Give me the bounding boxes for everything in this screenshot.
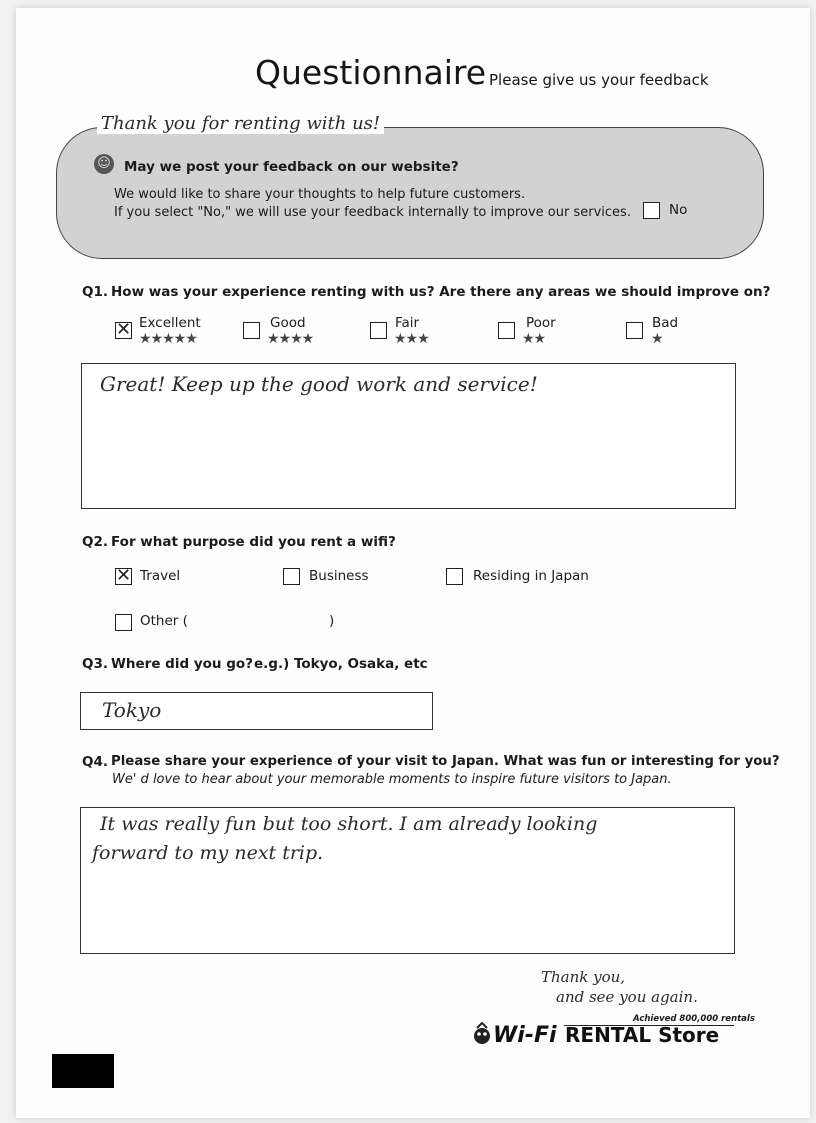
q4-subtext: We' d love to hear about your memorable moments to inspire future visitors to Japan. <box>112 772 672 787</box>
q3-answer-text: Tokyo <box>102 698 162 722</box>
fair-label: Fair <box>395 315 420 331</box>
q1-answer-text: Great! Keep up the good work and service! <box>100 372 538 396</box>
handwritten-thank-you: Thank you, <box>541 968 626 986</box>
q2-number: Q2. <box>82 534 108 550</box>
q4-answer-line-1: It was really fun but too short. I am already looking <box>100 813 598 835</box>
residing-checkbox[interactable] <box>446 568 463 585</box>
bad-stars: ★ <box>651 331 663 347</box>
q1-question: How was your experience renting with us? Are there any areas we should improve on? <box>111 284 771 300</box>
no-checkbox[interactable] <box>643 202 660 219</box>
bad-label: Bad <box>652 315 679 331</box>
q3-example: e.g.) Tokyo, Osaka, etc <box>254 656 428 672</box>
other-checkbox[interactable] <box>115 614 132 631</box>
q4-question: Please share your experience of your visit to Japan. What was fun or interesting for you? <box>111 754 780 769</box>
excellent-label: Excellent <box>139 315 201 331</box>
q3-number: Q3. <box>82 656 108 672</box>
handwritten-thanks: Thank you for renting with us! <box>97 113 384 134</box>
logo-wifi: Wi-Fi <box>493 1023 557 1048</box>
page-subtitle: Please give us your feedback <box>489 71 709 89</box>
residing-label: Residing in Japan <box>473 568 589 584</box>
travel-label: Travel <box>140 568 181 584</box>
q3-question: Where did you go? <box>111 656 253 672</box>
logo-rental-store: RENTAL Store <box>565 1023 720 1047</box>
business-label: Business <box>309 568 369 584</box>
logo-mascot-icon <box>472 1022 492 1046</box>
other-label: Other ( <box>140 613 188 629</box>
poor-stars: ★★ <box>522 331 546 347</box>
travel-checkbox[interactable]: ✕ <box>116 565 132 586</box>
business-checkbox[interactable] <box>283 568 300 585</box>
achieved-rentals: Achieved 800,000 rentals <box>633 1014 755 1024</box>
good-checkbox[interactable] <box>243 322 260 339</box>
page-title: Questionnaire <box>255 53 487 92</box>
consent-line-2: If you select "No," we will use your feedback internally to improve our services. <box>114 205 631 220</box>
poor-checkbox[interactable] <box>498 322 515 339</box>
consent-question: May we post your feedback on our website? <box>124 159 459 175</box>
fair-checkbox[interactable] <box>370 322 387 339</box>
redaction-block <box>52 1054 114 1088</box>
excellent-stars: ★★★★★ <box>139 331 197 347</box>
q4-answer-line-2: forward to my next trip. <box>92 842 324 864</box>
bad-checkbox[interactable] <box>626 322 643 339</box>
consent-line-1: We would like to share your thoughts to help future customers. <box>114 187 526 202</box>
poor-label: Poor <box>526 315 556 331</box>
no-label: No <box>669 202 688 218</box>
q2-question: For what purpose did you rent a wifi? <box>111 534 396 550</box>
other-close-paren: ) <box>329 613 335 629</box>
q1-number: Q1. <box>82 284 108 300</box>
excellent-checkbox[interactable]: ✕ <box>116 319 132 340</box>
good-stars: ★★★★ <box>267 331 314 347</box>
smiley-icon: ☺ <box>94 154 114 174</box>
q4-number: Q4. <box>82 754 108 770</box>
good-label: Good <box>270 315 306 331</box>
fair-stars: ★★★ <box>394 331 429 347</box>
handwritten-see-you: and see you again. <box>556 988 698 1006</box>
